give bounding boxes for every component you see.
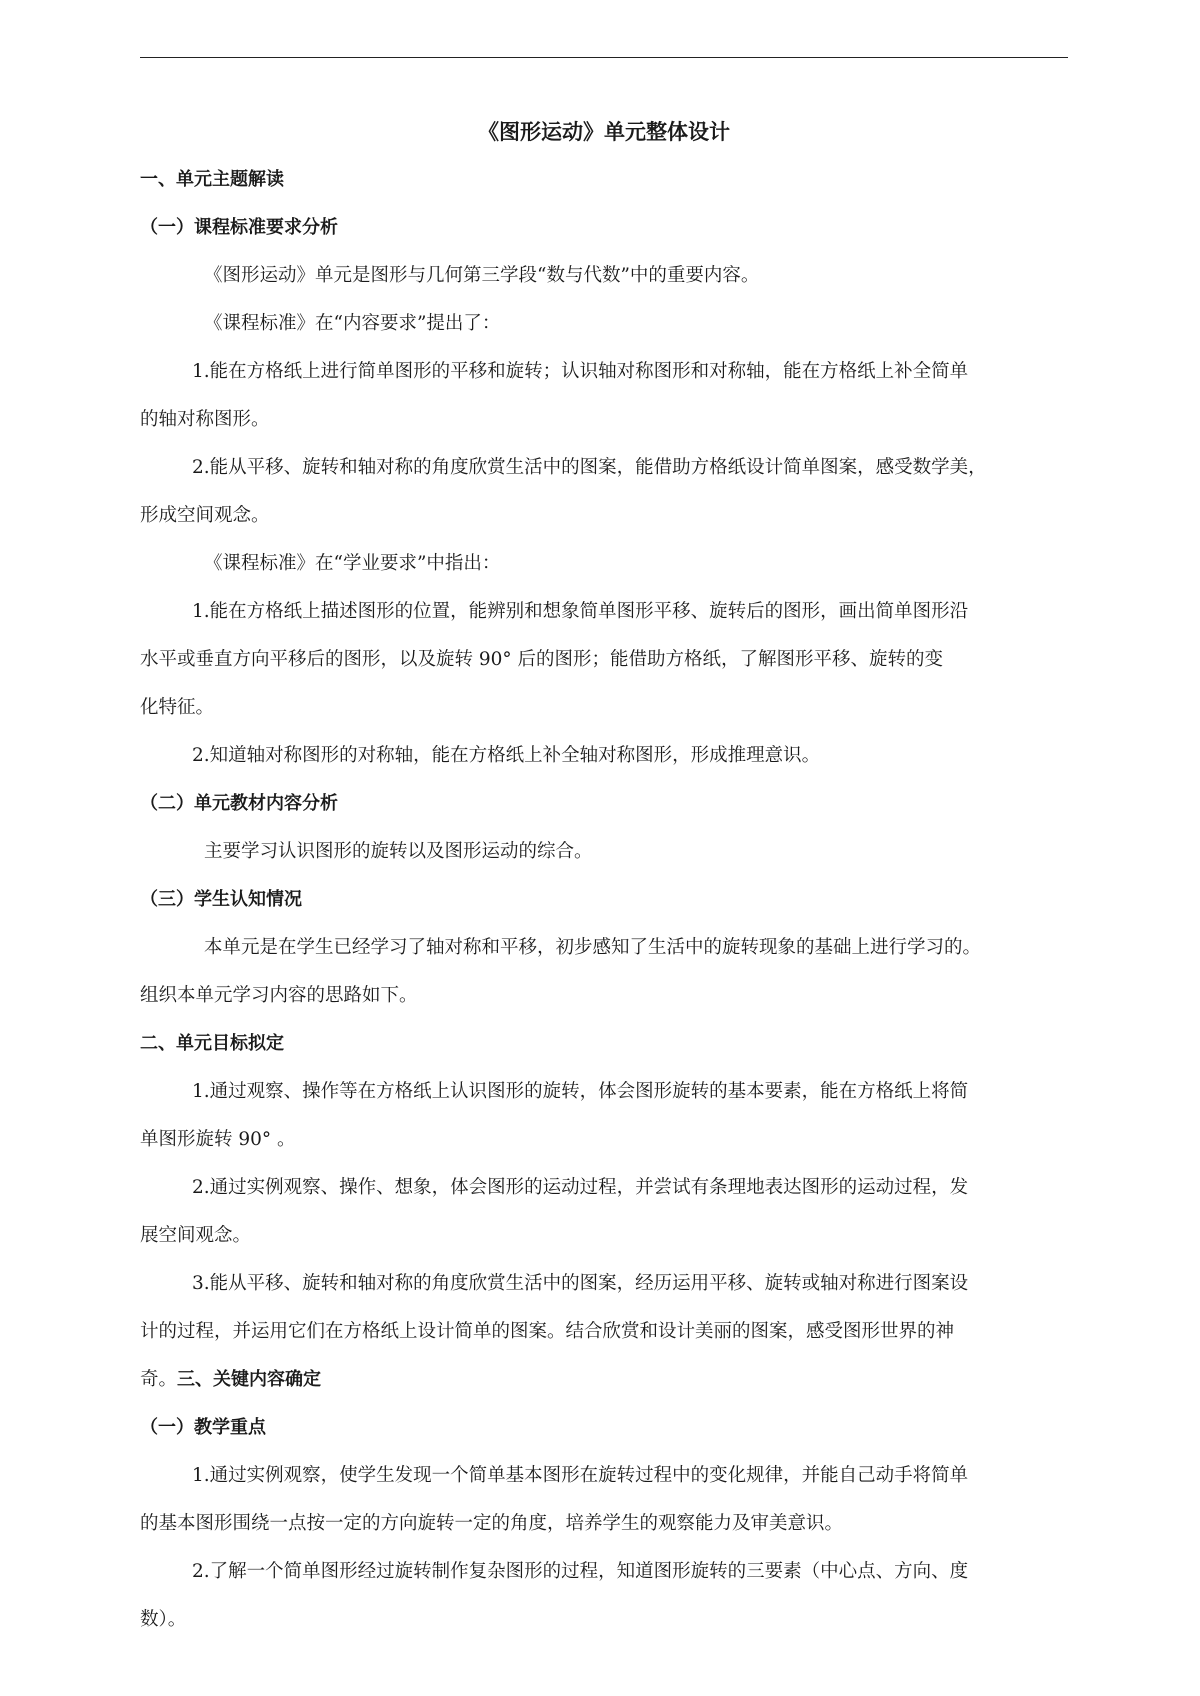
document-body — [140, 108, 1068, 1644]
list-item-line: 水平或垂直方向平移后的图形，以及旋转 90° 后的图形；能借助方格纸，了解图形平移、旋转的变 — [140, 649, 944, 670]
list-item-line: 的轴对称图形。 — [140, 409, 270, 430]
list-item-line: 1.通过观察、操作等在方格纸上认识图形的旋转，体会图形旋转的基本要素，能在方格纸上将简 — [192, 1081, 969, 1102]
section-heading-2: 二、单元目标拟定 — [140, 1033, 284, 1054]
paragraph: 主要学习认识图形的旋转以及图形运动的综合。 — [204, 841, 593, 862]
list-item-line: 2.能从平移、旋转和轴对称的角度欣赏生活中的图案，能借助方格纸设计简单图案，感受数学美， — [192, 457, 987, 478]
paragraph: 组织本单元学习内容的思路如下。 — [140, 985, 418, 1006]
section-heading-1: 一、单元主题解读 — [140, 169, 284, 190]
paragraph: 《图形运动》单元是图形与几何第三学段“数与代数”中的重要内容。 — [204, 265, 760, 286]
paragraph: 本单元是在学生已经学习了轴对称和平移，初步感知了生活中的旋转现象的基础上进行学习的。 — [204, 937, 982, 958]
list-item-line: 单图形旋转 90° 。 — [140, 1129, 296, 1150]
list-item-line: 3.能从平移、旋转和轴对称的角度欣赏生活中的图案，经历运用平移、旋转或轴对称进行图案设 — [192, 1273, 969, 1294]
list-item-line — [140, 1356, 1068, 1404]
document-title: 《图形运动》单元整体设计 — [478, 120, 730, 144]
list-item-line-end: 奇。 — [140, 1369, 178, 1390]
section-heading-3: 三、关键内容确定 — [177, 1369, 322, 1390]
list-item-line: 2.知道轴对称图形的对称轴，能在方格纸上补全轴对称图形，形成推理意识。 — [192, 745, 821, 766]
list-item-line: 1.能在方格纸上描述图形的位置，能辨别和想象简单图形平移、旋转后的图形，画出简单图形沿 — [192, 601, 969, 622]
header-rule — [140, 57, 1068, 58]
list-item-line: 计的过程，并运用它们在方格纸上设计简单的图案。结合欣赏和设计美丽的图案，感受图形世界的神 — [140, 1321, 955, 1342]
list-item-line: 展空间观念。 — [140, 1225, 252, 1246]
paragraph: 《课程标准》在“学业要求”中指出： — [204, 553, 501, 574]
subsection-heading-materials: （二）单元教材内容分析 — [140, 793, 338, 814]
list-item-line: 形成空间观念。 — [140, 505, 270, 526]
paragraph: 《课程标准》在“内容要求”提出了： — [204, 313, 501, 334]
list-item-line: 1.能在方格纸上进行简单图形的平移和旋转；认识轴对称图形和对称轴，能在方格纸上补全简单 — [192, 361, 969, 382]
subsection-heading-students: （三）学生认知情况 — [140, 889, 302, 910]
subsection-heading-curriculum: （一）课程标准要求分析 — [140, 217, 338, 238]
subsection-heading-key-points: （一）教学重点 — [140, 1417, 266, 1438]
list-item-line: 化特征。 — [140, 697, 215, 718]
list-item-line: 2.了解一个简单图形经过旋转制作复杂图形的过程，知道图形旋转的三要素（中心点、方向、度 — [192, 1561, 969, 1582]
list-item-line: 2.通过实例观察、操作、想象，体会图形的运动过程，并尝试有条理地表达图形的运动过程，发 — [192, 1177, 969, 1198]
list-item-line: 的基本图形围绕一点按一定的方向旋转一定的角度，培养学生的观察能力及审美意识。 — [140, 1513, 844, 1534]
list-item-line: 数）。 — [140, 1609, 187, 1630]
list-item-line: 1.通过实例观察，使学生发现一个简单基本图形在旋转过程中的变化规律，并能自己动手将简单 — [192, 1465, 969, 1486]
